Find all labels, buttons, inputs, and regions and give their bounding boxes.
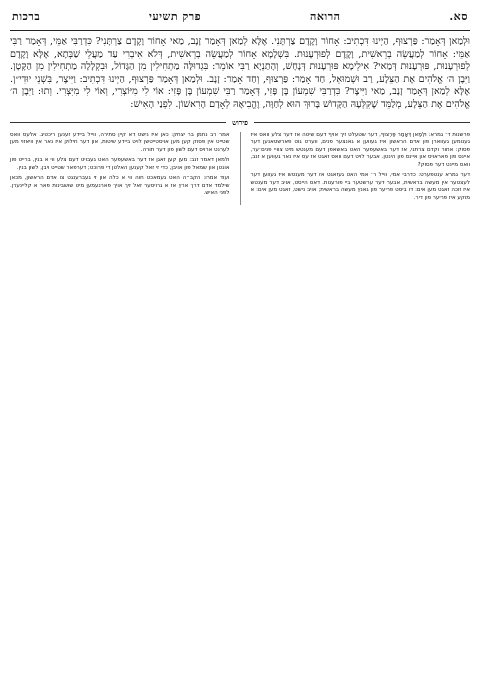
chapter-label: פרק תשיעי	[149, 10, 202, 23]
commentary-column-left	[10, 132, 230, 206]
commentary-paragraph: דער גמרא ענטפערט: כדרבי אמי, ווייל ר׳ אמי האט געזאגט אז דער מענטש איז געווען דער לעצטער אין מעשה בראשית, אבער דער ערשטער ביי פורענות. דאס הייסט, אויב דער מענטש איז זוכה זאגט מען אים: דו ביסט פריער פון גאנץ מעשה בראשית; אויב נישט, זאגט מען אים: א מוקע איז פריער פון דיר.	[250, 172, 470, 201]
commentary-section	[10, 132, 470, 206]
talmud-page	[10, 10, 470, 656]
page-header	[10, 10, 470, 31]
chapter-name: הרואה	[310, 10, 341, 23]
tractate-name: ברכות	[12, 10, 41, 23]
divider-line	[10, 122, 226, 123]
commentary-paragraph: ועוד אמרו: הקב״ה האט געמאכט חוה ווי א כלה און זי געברענגט צו אדם הראשון, מכאן שילמד אדם דרך ארץ אז א גרויסער זאל זיך אויך פארנעמען מיט שושבינות פאר א קליינערן. לפני האיש.	[10, 175, 230, 197]
gemara-text-block	[10, 36, 470, 112]
commentary-column-right	[251, 132, 471, 206]
commentary-title: פירוש	[232, 118, 248, 128]
column-separator	[240, 132, 241, 206]
divider-line	[254, 122, 470, 123]
commentary-paragraph: אמר רב נחמן בר יצחק: כאן איז נישט דא קיין סתירה, ווייל ביידע זענען ריכטיג. אלעס וואס שטייט אין פסוק קען מען אויסטייטשן לויט ביידע שיטות, און דער חילוק איז נאר אין וויאזוי מען לערנט ארויס דעם לשון פון דער תורה.	[10, 131, 230, 153]
commentary-divider	[10, 118, 470, 128]
gemara-text: וּלְמַאן דְּאָמַר: פַּרְצוּף, הַיְינוּ דִּכְתִיב: אָחוֹר וָקֶדֶם צַרְתָּנִי. אֶלָּא לְמַאן דְּאָמַר זָנָב, מַאי אָחוֹר וָקֶדֶם צַרְתָּנִי? כִּדְרַבִּי אַמֵּי, דְּאָמַר רַבִּי אַמֵּי: אָחוֹר לְמַעֲשֵׂה בְרֵאשִׁית, וָקֶדֶם לְפוּרְעָנוּת. בִּשְׁלָמָא אָחוֹר לְמַעֲשֵׂה בְרֵאשִׁית, דְּלֹא אִיבְרִי עַד מַעֲלֵי שַׁבְּתָא, אֶלָּא וָקֶדֶם לְפוּרְעָנוּת, פּוּרְעָנוּת דְּמַאי? אִילֵימָא פּוּרְעָנוּת דְּנָחָשׁ, וְהָתַנְיָא רַבִּי אוֹמֵר: בִּגְדוּלָּה מַתְחִילִין מִן הַגָּדוֹל, וּבִקְלָלָה מַתְחִילִין מִן הַקָּטָן. וַיִּבֶן ה׳ אֱלֹהִים אֶת הַצֵּלָע, רַב וּשְׁמוּאֵל, חַד אָמַר: פַּרְצוּף, וְחַד אָמַר: זָנָב. וּלְמַאן דְּאָמַר פַּרְצוּף, הַיְינוּ דִּכְתִיב: וַיִּיצֶר, בִּשְׁנֵי יוּדִי״ן. אֶלָּא לְמַאן דְּאָמַר זָנָב, מַאי וַיִּיצֶר? כִּדְרַבִּי שִׁמְעוֹן בֶּן פָּזִי, דְּאָמַר רַבִּי שִׁמְעוֹן בֶּן פָּזִי: אוֹי לִי מִיּוֹצְרִי, וְאוֹי לִי מִיִּצְרִי. וְתוּ: וַיִּבֶן ה׳ אֱלֹהִים אֶת הַצֵּלָע, מְלַמֵּד שֶׁקִּלְּעָהּ הַקָּדוֹשׁ בָּרוּךְ הוּא לְחַוָּה, וֶהֱבִיאָהּ לְאָדָם הָרִאשׁוֹן. לִפְנַי הָאִישׁ:	[10, 36, 470, 110]
page-number: סא.	[449, 10, 468, 23]
commentary-paragraph: פרשנות ד׳ גמרא: וּלְמַאן דְּאָמַר פַּרְצוּף, דער שטעלט זיך אויף דעם שיטה אז דער צלע וואס איז גענומען געווארן פון אדם הראשון איז געווען א גאנצער פנים, ווערט גוט פארשטאנען דער פסוק: אחור וקדם צרתני, אז דער באשעפער האט באשאפן דעם מענטש מיט צוויי פנים׳ער, איינס פון פאראויס און איינס פון הינטן. אבער לויט דעם וואס זאגט אז עס איז נאר געווען א זנב, וואס מיינט דער פסוק?	[250, 131, 470, 168]
commentary-paragraph: ולמאן דאמר זנב: מען קען זאגן אז דער באשעפער האט געבויט דעם צלע ווי א בנין, ברייט פון אונטן און שמאל פון אויבן, כדי זי זאל קענען האלטן די פרוכט; דערפאר שטייט ויבן, לשון בנין.	[10, 157, 230, 171]
